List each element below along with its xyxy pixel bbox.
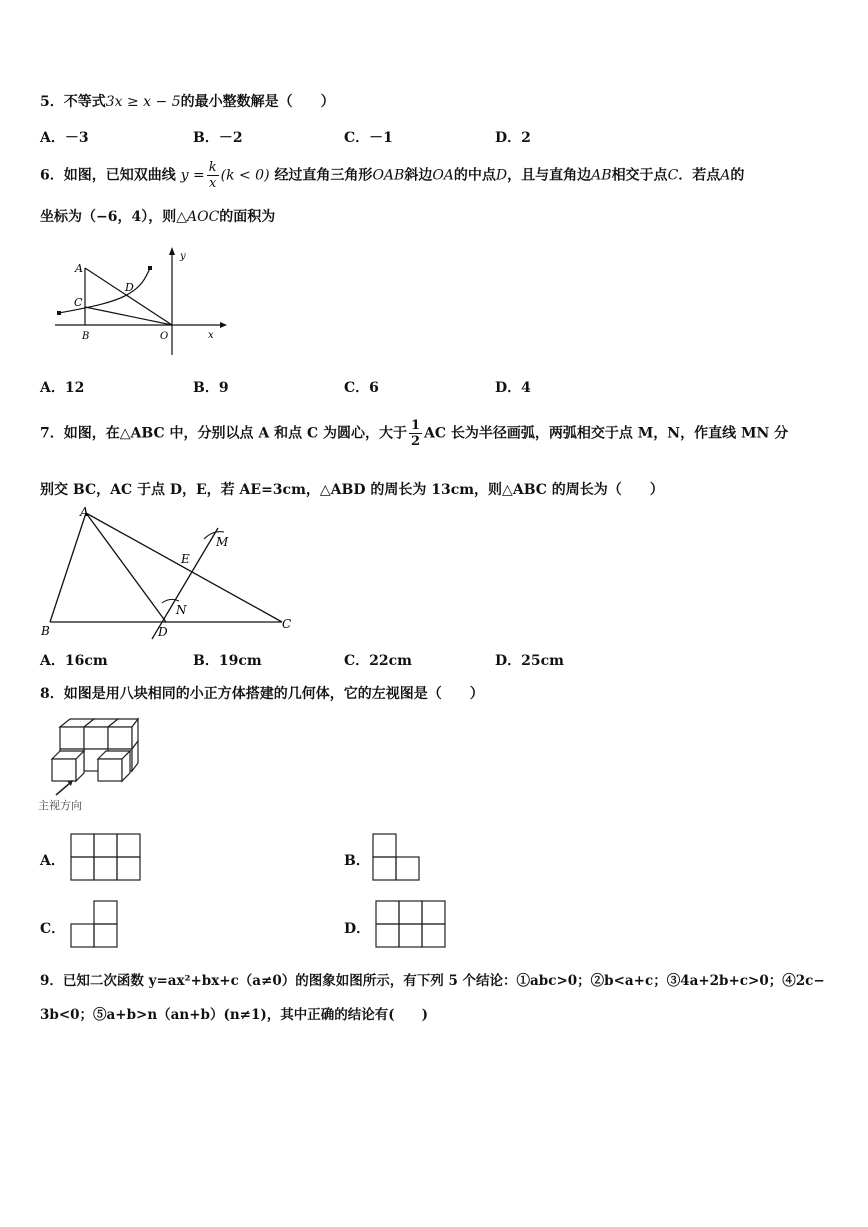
q7-label-b: B [41, 624, 50, 638]
q5-option-c[interactable]: C．－1 [344, 130, 393, 146]
q5-option-b[interactable]: B．－2 [193, 130, 243, 146]
q6-stem-line1: 6．如图，已知双曲线 y = $\frac{k}{x}$ (k < 0) 经过直角三角形OAB斜边OA的中点D，且与直角边AB相交于点C．若点A的 [40, 160, 745, 191]
q6-label-a: A [75, 262, 83, 275]
q7-option-b[interactable]: B．19cm [193, 653, 262, 669]
q8-cube-figure [38, 715, 148, 815]
q9-stem-line2: 3b<0；⑤a+b>n（an+b）(n≠1)，其中正确的结论有( ) [40, 1007, 429, 1023]
q5-number: 5． [40, 94, 64, 110]
q7-label-e: E [181, 552, 190, 566]
q6-number: 6． [40, 167, 64, 184]
q8-caption: 主视方向 [38, 799, 82, 812]
q5-option-a[interactable]: A．－3 [40, 130, 89, 146]
q7-label-a: A [80, 505, 89, 519]
q8-option-c-figure[interactable] [70, 900, 120, 948]
q6-stem-line2: 坐标为（−6，4），则△AOC的面积为 [40, 209, 276, 225]
q7-fraction: $\frac{1}{2}$ [411, 418, 421, 449]
q6-fraction: $\frac{k}{x}$ [208, 160, 217, 191]
q6-label-d: D [125, 281, 134, 294]
q6-label-b: B [82, 331, 90, 342]
q7-stem-line2: 别交 BC，AC 于点 D，E，若 AE=3cm，△ABD 的周长为 13cm，则△ABC 的周长为（ ） [40, 482, 664, 498]
q7-option-a[interactable]: A．16cm [40, 653, 108, 669]
q7-figure [38, 502, 300, 642]
q6-option-c[interactable]: C．6 [344, 380, 379, 396]
q8-stem: 8．如图是用八块相同的小正方体搭建的几何体，它的左视图是（ ） [40, 686, 484, 702]
q5-option-d[interactable]: D．2 [495, 130, 531, 146]
q7-option-d[interactable]: D．25cm [495, 653, 564, 669]
q5-inequality: 3x ≥ x − 5 [105, 94, 181, 110]
q8-option-c[interactable]: C． [40, 921, 66, 937]
q7-label-n: N [176, 603, 187, 617]
q6-figure [45, 245, 235, 360]
q8-option-d[interactable]: D． [344, 921, 371, 937]
q8-option-b[interactable]: B． [344, 853, 370, 869]
q6-label-y: y [180, 251, 186, 262]
q6-label-x: x [208, 330, 214, 341]
q7-label-d: D [158, 625, 168, 639]
q7-label-m: M [216, 535, 229, 549]
q9-number: 9． [40, 973, 63, 989]
q6-option-b[interactable]: B．9 [193, 380, 229, 396]
q9-stem-line1: 9．已知二次函数 y=ax²+bx+c（a≠0）的图象如图所示，有下列 5 个结论：①abc>0；②b<a+c；③4a+2b+c>0；④2c− [40, 973, 825, 989]
q7-stem-line1: 7．如图，在△ABC 中，分别以点 A 和点 C 为圆心，大于 $\frac{1}{2}$ AC 长为半径画弧，两弧相交于点 M，N，作直线 MN 分 [40, 418, 789, 449]
q6-label-c: C [74, 296, 83, 309]
q7-number: 7． [40, 425, 64, 442]
q6-label-o: O [160, 331, 169, 342]
q5-stem: 5．不等式3x ≥ x − 5的最小整数解是（ ） [40, 94, 335, 110]
q8-option-d-figure[interactable] [375, 900, 447, 948]
q8-number: 8． [40, 686, 64, 702]
q8-option-a[interactable]: A． [40, 853, 65, 869]
q7-label-c: C [282, 617, 292, 631]
q8-option-b-figure[interactable] [372, 833, 422, 881]
q7-option-c[interactable]: C．22cm [344, 653, 412, 669]
q6-option-a[interactable]: A．12 [40, 380, 85, 396]
q6-option-d[interactable]: D．4 [495, 380, 531, 396]
q8-option-a-figure[interactable] [70, 833, 142, 881]
